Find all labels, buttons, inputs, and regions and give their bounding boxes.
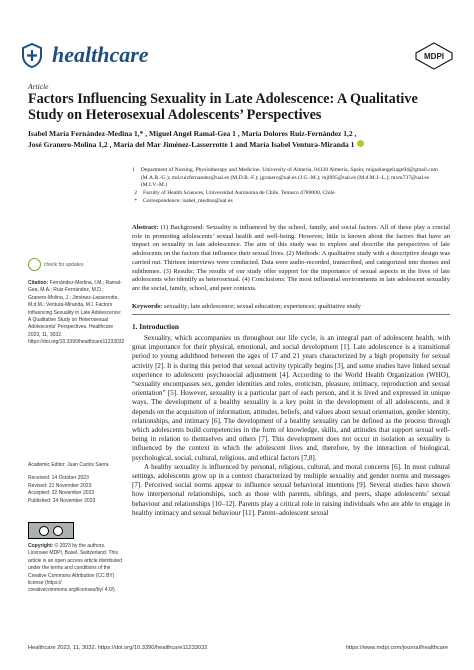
author-list [28, 129, 448, 150]
copyright-label: Copyright: [28, 543, 54, 549]
journal-name: healthcare [52, 42, 149, 67]
abstract-text: (1) Background: Sexuality is influenced by the school, family, and social factors. All of these play a crucial role in promoting adolescents’ sexual health and well-being. However, little is known about the factors that have an impact on sexuality in late adolescence. The aim of this study was to explore and describe the perspectives of late adolescents on the factors that influence their sexual lives. (2) Methods: A qualitative study with a descriptive design was carried out. Thirteen interviews were conducted. Data were audio-recorded, transcribed, and categorized into themes and subthemes. (3) Results: The results of our study offer support for the importance of sexual aspects in the lives of late adolescents who identify as heterosexual. (4) Conclusions: The most influential environments in late adolescent sexuality are the social, family, school, and peer contexts. [132, 224, 451, 292]
journal-logo [18, 41, 149, 69]
check-updates-icon [28, 258, 41, 271]
keywords [132, 303, 450, 312]
footer-citation: Healthcare 2023, 11, 3032. https://doi.org/10.3390/healthcare11233032 [28, 645, 208, 651]
abstract-label: Abstract: [132, 224, 159, 231]
by-icon [53, 526, 63, 536]
copyright-text: © 2023 by the authors. Licensee MDPI, Basel, Switzerland. This article is an open access article distributed under the terms and conditions of the Creative Commons Attribution (CC BY) license (https:// creativecommons.org/licenses/by/ 4.0/). [28, 543, 122, 594]
author-line-1: Isabel María Fernández-Medina 1,* , Miguel Angel Ramal-Gea 1 , María Dolores Ruiz-Fernández 1,2 , [28, 129, 357, 138]
body-paragraph: Sexuality, which accompanies us throughout our life cycle, is an integral part of adolescent health, with great importance for their physical, emotional, and social development [1]. Late adolescence is a transitional period to young adulthood between the ages of 17 and 21 years characterized by a high propensity for sexual activity [2]. It is during this period that sexual activity typically begins [3], and some studies have linked sexual experience to adolescent psychosocial adjustment [4]. According to the World Health Organization (WHO), “sexuality encompasses sex, gender identities and roles, eroticism, pleasure, intimacy, reproduction and sexual orientation” [5]. However, sexuality is a particular part of each person, and it is lived and expressed in unique ways. The development of a healthy sexuality is a key point in the development of all adolescents, and it depends on the acquisition of information, attitudes, beliefs, and values about sexual orientation, gender identity, relationships, and intimacy [6]. The development of a healthy sexuality can be defined as the process through which adolescents build competencies in the form of knowledge, skills, and attitudes that support sexual well-being in relation to themselves and others [7]. This development does not occur in isolation as sexuality is influenced by the context in which the adolescent lives and, therefore, by the interaction of biological, psychological, social, cultural, religious, and ethical factors [7,8]. [132, 334, 450, 462]
healthcare-logo-icon [18, 41, 46, 69]
section-heading: 1. Introduction [132, 322, 179, 331]
orcid-icon[interactable] [357, 140, 364, 147]
article-type: Article [28, 82, 49, 91]
affiliation-1: 1 Department of Nursing, Physiotherapy and Medicine, University of Almería, 04120 Almería, Spain; miguelangelrage94@gmail.com (M.A.R.-G.); md.ruizfernandez@ual.es (M.D.R.-F.); jgranero@ual.es (J.G.-M.); mjl095@ual.es (M.d.M.J.-L.); mvm737@ual.es (M.I.V.-M.) [132, 167, 438, 189]
mdpi-logo-icon [414, 42, 454, 70]
cc-icon [39, 526, 49, 536]
copyright [28, 543, 124, 595]
keywords-label: Keywords: [132, 303, 163, 310]
academic-editor: Academic Editor: Juan Carlos Sierra [28, 462, 109, 468]
affiliations [132, 167, 448, 206]
check-for-updates-button[interactable] [28, 258, 83, 271]
citation-text: Fernández-Medina, I.M.; Ramal-Gea, M.A.; Ruiz-Fernández, M.D.; Granero-Molina, J.; Jiménez-Lasserrotte, M.d.M.; Ventura-Miranda, M.I. Factors Influencing Sexuality in Late Adolescence: A Qualitative Study on Heterosexual Adolescents’ Perspectives. Healthcare 2023, 11, 3032. https://doi.org/10.3390/healthcare11233032 [28, 280, 125, 346]
mdpi-logo-text: MDPI [424, 52, 444, 61]
citation [28, 280, 124, 347]
article-title: Factors Influencing Sexuality in Late Adolescence: A Qualitative Study on Heterosexual Adolescents’ Perspectives [28, 91, 418, 123]
published-date: Published: 24 November 2023 [28, 497, 96, 504]
footer-journal-link[interactable]: https://www.mdpi.com/journal/healthcare [345, 645, 448, 651]
article-dates [28, 462, 124, 505]
citation-label: Citation: [28, 280, 49, 286]
accepted-date: Accepted: 22 November 2023 [28, 490, 95, 497]
body-paragraph: A healthy sexuality is influenced by personal, religious, cultural, and moral concerns [6]. In most cultural settings, adolescents grow up in a context characterized by multiple sexuality and gender norms and messages [7]. Perceived social norms appear to influence sexual behavioral intentions [9]. Several studies have shown how interpersonal relationships, such as those with parents, siblings, and peers, shape adolescents’ sexual behaviour and relationships [10–12]. Parents play a critical role in raising individuals who are able to engage in healthy intimacy and sexual behaviour [11]. Parent–adolescent sexual [132, 462, 450, 517]
cc-by-license-icon[interactable] [28, 522, 74, 539]
revised-date: Revised: 21 November 2023 [28, 482, 92, 489]
received-date: Received: 14 October 2023 [28, 475, 89, 482]
author-line-2: José Granero-Molina 1,2 , María del Mar Jiménez-Lasserrotte 1 and María Isabel Ventura-Miranda 1 [28, 140, 448, 151]
check-updates-label: check for updates [44, 261, 84, 268]
affiliation-2: 2 Faculty of Health Sciences, Universidad Autónoma de Chile, Temuco 4780000, Chile [134, 190, 335, 197]
abstract [132, 224, 450, 294]
correspondence: * Correspondence: isabel_medina@ual.es [134, 197, 233, 204]
body-text [132, 334, 450, 518]
keywords-text: sexuality; late adolescence; sexual education; experiences; qualitative study [163, 303, 361, 310]
divider [132, 314, 450, 315]
